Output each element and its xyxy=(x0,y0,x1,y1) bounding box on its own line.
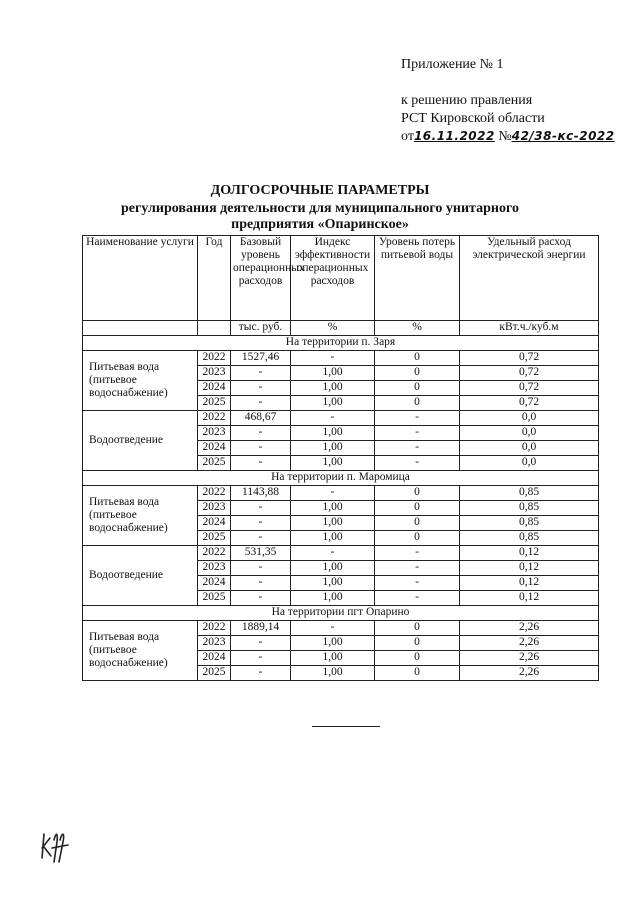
cell-year: 2023 xyxy=(198,636,231,651)
cell-loss: 0 xyxy=(375,366,460,381)
service-name: Водоотведение xyxy=(83,411,198,471)
cell-loss: - xyxy=(375,426,460,441)
cell-base: - xyxy=(231,396,291,411)
cell-year: 2022 xyxy=(198,351,231,366)
cell-base: - xyxy=(231,456,291,471)
cell-year: 2025 xyxy=(198,531,231,546)
header-service: Наименование услуги xyxy=(83,236,198,321)
section-row xyxy=(83,471,599,486)
cell-base: 1889,14 xyxy=(231,621,291,636)
cell-base: - xyxy=(231,666,291,681)
cell-year: 2022 xyxy=(198,621,231,636)
cell-base: - xyxy=(231,651,291,666)
table-row xyxy=(83,351,599,366)
cell-loss: 0 xyxy=(375,516,460,531)
cell-index: 1,00 xyxy=(291,516,375,531)
cell-energy: 0,72 xyxy=(460,381,599,396)
units-base: тыс. руб. xyxy=(231,321,291,336)
units-energy: кВт.ч./куб.м xyxy=(460,321,599,336)
cell-base: - xyxy=(231,516,291,531)
cell-year: 2024 xyxy=(198,441,231,456)
table-row xyxy=(83,486,599,501)
heading-line-2: регулирования деятельности для муниципального унитарного xyxy=(121,201,519,216)
header-loss: Уровень потерь питьевой воды xyxy=(375,236,460,321)
cell-loss: 0 xyxy=(375,381,460,396)
table-units-row xyxy=(83,321,599,336)
section-row xyxy=(83,336,599,351)
section-title: На территории п. Заря xyxy=(83,336,599,351)
from-prefix: от xyxy=(401,129,414,144)
cell-energy: 2,26 xyxy=(460,621,599,636)
cell-index: 1,00 xyxy=(291,636,375,651)
cell-index: 1,00 xyxy=(291,531,375,546)
cell-energy: 0,12 xyxy=(460,561,599,576)
cell-energy: 0,85 xyxy=(460,531,599,546)
cell-year: 2025 xyxy=(198,456,231,471)
cell-index: 1,00 xyxy=(291,366,375,381)
cell-energy: 0,0 xyxy=(460,426,599,441)
cell-loss: 0 xyxy=(375,501,460,516)
header-year: Год xyxy=(198,236,231,321)
appendix-title: Приложение № 1 xyxy=(401,57,504,72)
cell-energy: 0,12 xyxy=(460,576,599,591)
cell-year: 2024 xyxy=(198,576,231,591)
number-prefix: № xyxy=(498,129,512,144)
cell-year: 2024 xyxy=(198,381,231,396)
cell-year: 2025 xyxy=(198,666,231,681)
units-index: % xyxy=(291,321,375,336)
cell-loss: - xyxy=(375,561,460,576)
section-title: На территории пгт Опарино xyxy=(83,606,599,621)
cell-base: - xyxy=(231,366,291,381)
cell-energy: 0,72 xyxy=(460,396,599,411)
cell-index: 1,00 xyxy=(291,651,375,666)
cell-loss: 0 xyxy=(375,636,460,651)
decision-date: 16.11.2022 xyxy=(413,129,495,143)
header-index: Индекс эффективности операционных расходов xyxy=(291,236,375,321)
cell-year: 2022 xyxy=(198,546,231,561)
cell-year: 2022 xyxy=(198,486,231,501)
table-row xyxy=(83,411,599,426)
cell-loss: 0 xyxy=(375,531,460,546)
cell-year: 2023 xyxy=(198,426,231,441)
cell-year: 2023 xyxy=(198,366,231,381)
cell-energy: 2,26 xyxy=(460,636,599,651)
cell-year: 2022 xyxy=(198,411,231,426)
section-row xyxy=(83,606,599,621)
cell-base: - xyxy=(231,531,291,546)
end-line xyxy=(312,726,380,727)
appendix-line-rst: РСТ Кировской области xyxy=(401,111,545,126)
cell-index: 1,00 xyxy=(291,501,375,516)
table-row xyxy=(83,546,599,561)
heading-line-3: предприятия «Опаринское» xyxy=(231,217,409,232)
cell-base: - xyxy=(231,501,291,516)
cell-base: - xyxy=(231,636,291,651)
appendix-date-line xyxy=(401,129,615,145)
table-row xyxy=(83,621,599,636)
cell-loss: - xyxy=(375,591,460,606)
cell-index: 1,00 xyxy=(291,591,375,606)
cell-energy: 0,85 xyxy=(460,516,599,531)
units-empty xyxy=(83,321,198,336)
cell-index: 1,00 xyxy=(291,396,375,411)
cell-loss: - xyxy=(375,456,460,471)
cell-base: - xyxy=(231,381,291,396)
units-empty xyxy=(198,321,231,336)
cell-loss: 0 xyxy=(375,396,460,411)
units-loss: % xyxy=(375,321,460,336)
cell-loss: 0 xyxy=(375,486,460,501)
cell-loss: - xyxy=(375,576,460,591)
cell-energy: 0,72 xyxy=(460,351,599,366)
cell-energy: 2,26 xyxy=(460,651,599,666)
section-title: На территории п. Маромица xyxy=(83,471,599,486)
cell-index: 1,00 xyxy=(291,576,375,591)
cell-index: 1,00 xyxy=(291,441,375,456)
cell-base: - xyxy=(231,441,291,456)
cell-base: - xyxy=(231,426,291,441)
cell-base: - xyxy=(231,576,291,591)
service-name: Питьевая вода (питьевое водоснабжение) xyxy=(83,621,198,681)
cell-base: - xyxy=(231,591,291,606)
cell-index: 1,00 xyxy=(291,456,375,471)
cell-index: 1,00 xyxy=(291,561,375,576)
table-header-row xyxy=(83,236,599,321)
decision-number: 42/38-кс-2022 xyxy=(511,129,615,143)
cell-year: 2023 xyxy=(198,501,231,516)
cell-energy: 0,72 xyxy=(460,366,599,381)
cell-loss: 0 xyxy=(375,651,460,666)
cell-base: 1143,88 xyxy=(231,486,291,501)
service-name: Водоотведение xyxy=(83,546,198,606)
cell-loss: - xyxy=(375,441,460,456)
cell-year: 2024 xyxy=(198,651,231,666)
cell-loss: 0 xyxy=(375,621,460,636)
cell-energy: 0,0 xyxy=(460,411,599,426)
cell-index: 1,00 xyxy=(291,426,375,441)
cell-energy: 0,0 xyxy=(460,456,599,471)
cell-energy: 0,12 xyxy=(460,546,599,561)
header-energy: Удельный расход электрической энергии xyxy=(460,236,599,321)
cell-year: 2023 xyxy=(198,561,231,576)
cell-energy: 0,85 xyxy=(460,501,599,516)
cell-loss: - xyxy=(375,411,460,426)
cell-index: - xyxy=(291,351,375,366)
heading-line-1: ДОЛГОСРОЧНЫЕ ПАРАМЕТРЫ xyxy=(210,183,430,198)
service-name: Питьевая вода (питьевое водоснабжение) xyxy=(83,351,198,411)
cell-base: 531,35 xyxy=(231,546,291,561)
cell-index: - xyxy=(291,486,375,501)
parameters-table xyxy=(82,235,599,681)
cell-base: - xyxy=(231,561,291,576)
cell-year: 2024 xyxy=(198,516,231,531)
cell-energy: 2,26 xyxy=(460,666,599,681)
cell-energy: 0,85 xyxy=(460,486,599,501)
appendix-line-decision: к решению правления xyxy=(401,93,533,108)
cell-year: 2025 xyxy=(198,396,231,411)
cell-loss: 0 xyxy=(375,351,460,366)
header-base: Базовый уровень операционных расходов xyxy=(231,236,291,321)
cell-year: 2025 xyxy=(198,591,231,606)
cell-loss: - xyxy=(375,546,460,561)
cell-index: - xyxy=(291,546,375,561)
cell-energy: 0,12 xyxy=(460,591,599,606)
cell-index: 1,00 xyxy=(291,666,375,681)
cell-energy: 0,0 xyxy=(460,441,599,456)
cell-base: 468,67 xyxy=(231,411,291,426)
cell-index: 1,00 xyxy=(291,381,375,396)
cell-base: 1527,46 xyxy=(231,351,291,366)
service-name: Питьевая вода (питьевое водоснабжение) xyxy=(83,486,198,546)
cell-index: - xyxy=(291,621,375,636)
cell-index: - xyxy=(291,411,375,426)
signature-mark xyxy=(38,828,80,864)
cell-loss: 0 xyxy=(375,666,460,681)
